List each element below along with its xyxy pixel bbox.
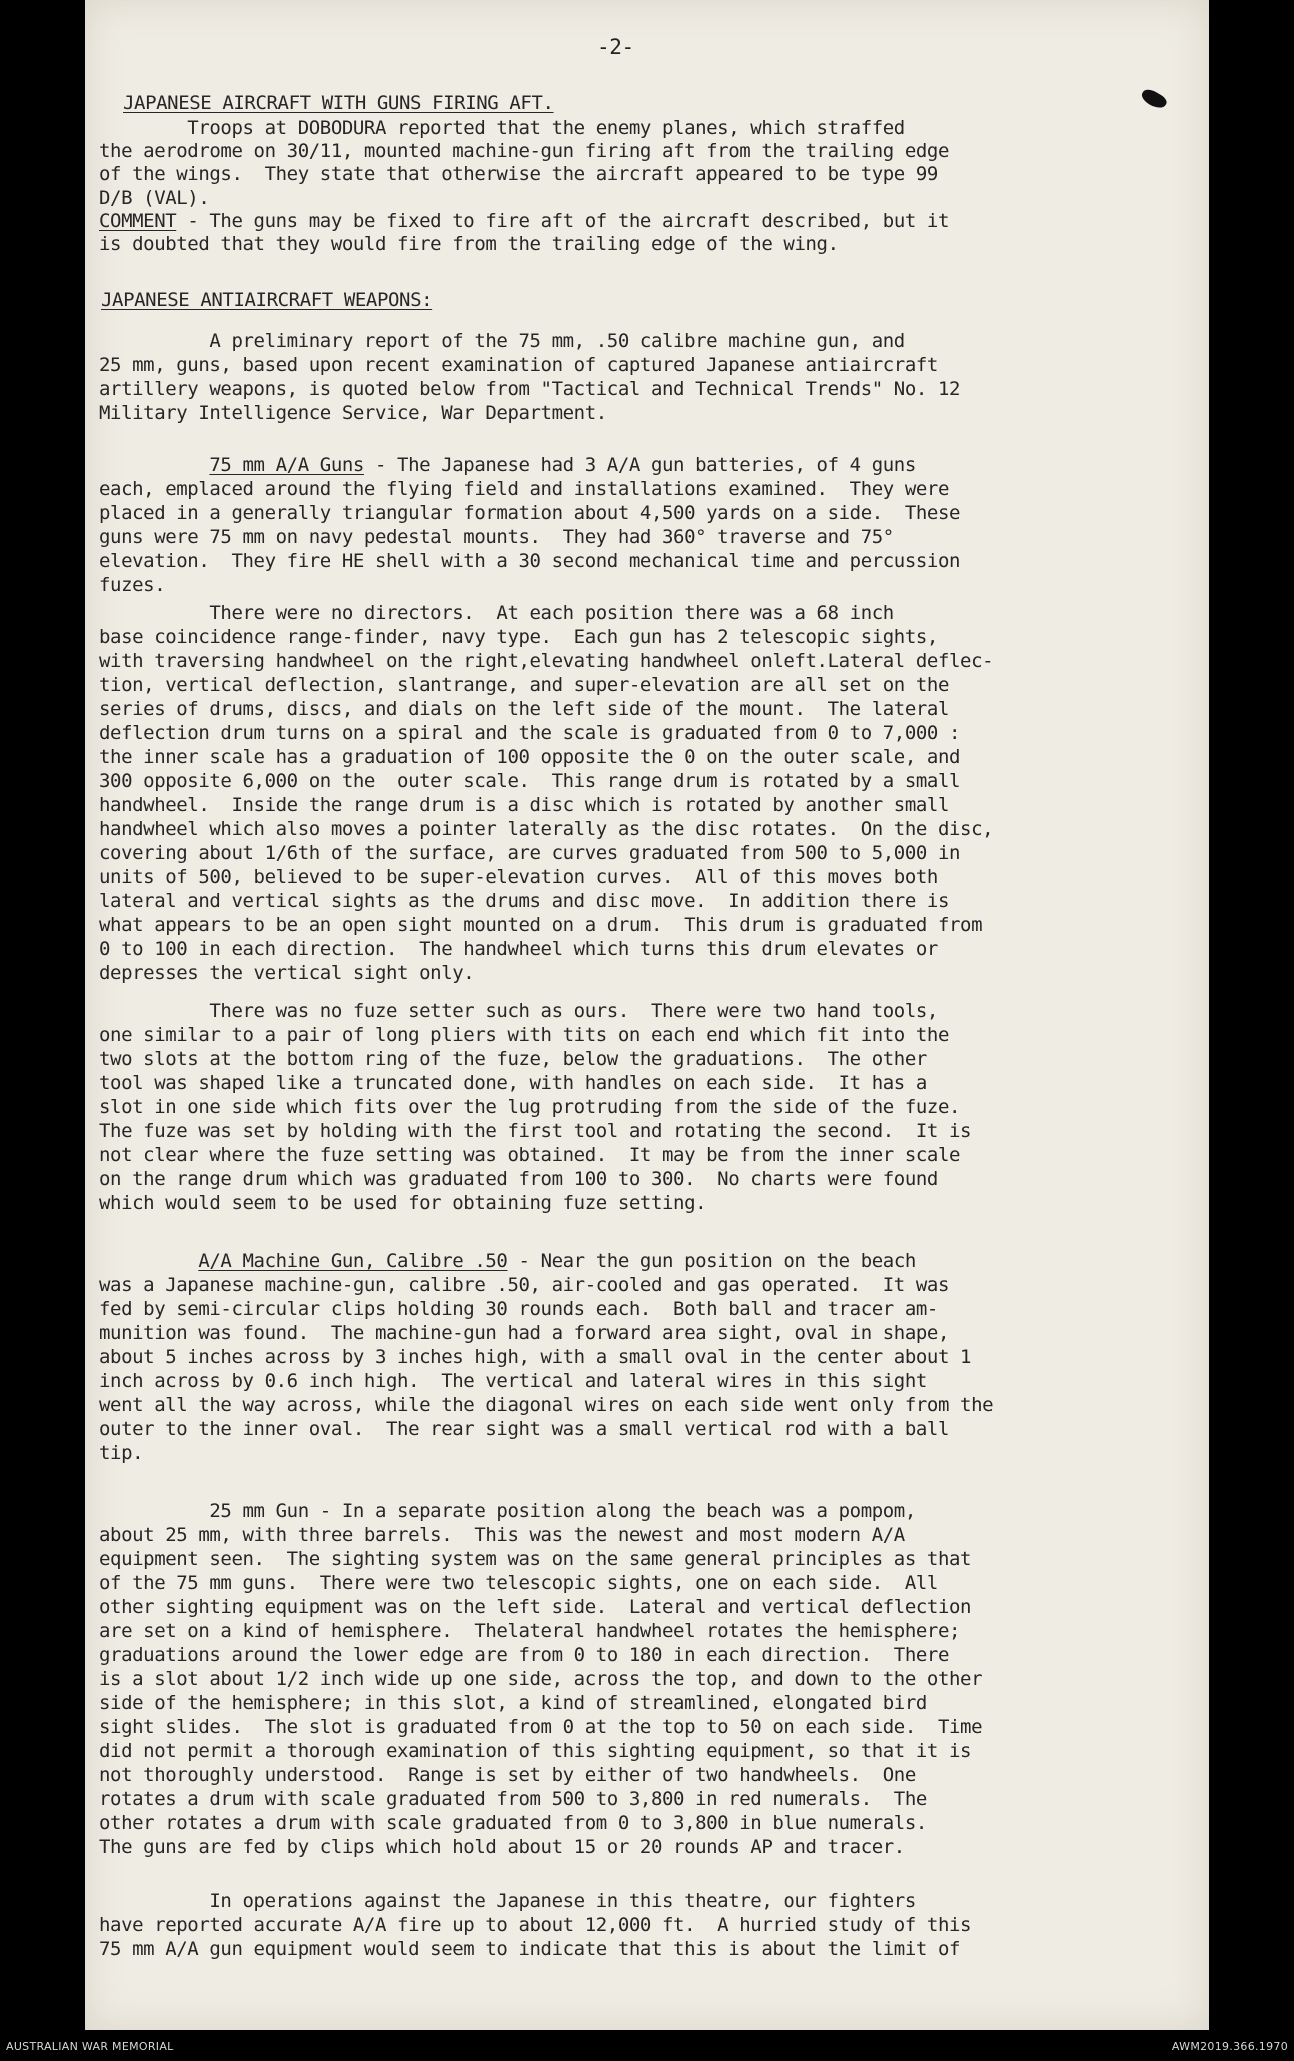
closing-line: In operations against the Japanese in this theatre, our fighters <box>99 1890 916 1912</box>
guns75-para2-line: what appears to be an open sight mounted on a drum. This drum is graduated from <box>99 914 983 936</box>
gun25-line: are set on a kind of hemisphere. Thelateral handwheel rotates the hemisphere; <box>99 1620 961 1642</box>
guns75-title: 75 mm A/A Guns <box>209 454 364 476</box>
guns75-para2-line: lateral and vertical sights as the drums and disc move. In addition there is <box>99 890 950 912</box>
mg50-line: went all the way across, while the diagonal wires on each side went only from the <box>99 1394 994 1416</box>
guns75-para2-line: covering about 1/6th of the surface, are curves graduated from 500 to 5,000 in <box>99 842 961 864</box>
guns75-para2-line: with traversing handwheel on the right,elevating handwheel onleft.Lateral deflec- <box>99 650 994 672</box>
document-page <box>85 0 1209 2030</box>
comment-text: - The guns may be fixed to fire aft of the aircraft described, but it <box>176 210 950 232</box>
guns75-para2-line: series of drums, discs, and dials on the left side of the mount. The lateral <box>99 698 950 720</box>
guns75-line: elevation. They fire HE shell with a 30 second mechanical time and percussion <box>99 550 961 572</box>
mg50-line: fed by semi-circular clips holding 30 rounds each. Both ball and tracer am- <box>99 1298 938 1320</box>
guns75-line: guns were 75 mm on navy pedestal mounts. They had 360° traverse and 75° <box>99 526 894 548</box>
gun25-line: The guns are fed by clips which hold about 15 or 20 rounds AP and tracer. <box>99 1836 905 1858</box>
comment-line <box>99 210 949 234</box>
mg50-line: outer to the inner oval. The rear sight was a small vertical rod with a ball <box>99 1418 950 1440</box>
footer-reference: AWM2019.366.1970 <box>1171 2040 1288 2053</box>
aircraft-line: D/B (VAL). <box>99 187 210 209</box>
gun25-line: is a slot about 1/2 inch wide up one side, across the top, and down to the other <box>99 1668 983 1690</box>
gun25-line: 25 mm Gun - In a separate position along the beach was a pompom, <box>99 1500 916 1522</box>
comment-line-2: is doubted that they would fire from the trailing edge of the wing. <box>99 233 839 255</box>
guns75-first-line <box>99 454 916 478</box>
guns75-para2-line: 300 opposite 6,000 on the outer scale. This range drum is rotated by a small <box>99 770 961 792</box>
gun25-line: about 25 mm, with three barrels. This was the newest and most modern A/A <box>99 1524 905 1546</box>
gun25-line: did not permit a thorough examination of this sighting equipment, so that it is <box>99 1740 972 1762</box>
mg50-line: munition was found. The machine-gun had a forward area sight, oval in shape, <box>99 1322 950 1344</box>
mg50-line: about 5 inches across by 3 inches high, with a small oval in the center about 1 <box>99 1346 972 1368</box>
guns75-para3-line: two slots at the bottom ring of the fuze, below the graduations. The other <box>99 1048 927 1070</box>
guns75-para2-line: tion, vertical deflection, slantrange, and super-elevation are all set on the <box>99 674 950 696</box>
guns75-para3-line: There was no fuze setter such as ours. There were two hand tools, <box>99 1000 938 1022</box>
guns75-para3-line: The fuze was set by holding with the first tool and rotating the second. It is <box>99 1120 972 1142</box>
guns75-para3-line: tool was shaped like a truncated done, with handles on each side. It has a <box>99 1072 927 1094</box>
gun25-line: equipment seen. The sighting system was on the same general principles as that <box>99 1548 972 1570</box>
gun25-line: sight slides. The slot is graduated from 0 at the top to 50 on each side. Time <box>99 1716 983 1738</box>
comment-label: COMMENT <box>99 210 177 232</box>
gun25-line: other rotates a drum with scale graduated from 0 to 3,800 in blue numerals. <box>99 1812 927 1834</box>
gun25-line: side of the hemisphere; in this slot, a kind of streamlined, elongated bird <box>99 1692 927 1714</box>
antiaircraft-line: artillery weapons, is quoted below from "Tactical and Technical Trends" No. 12 <box>99 378 961 400</box>
guns75-para2-line: deflection drum turns on a spiral and the scale is graduated from 0 to 7,000 : <box>99 722 961 744</box>
guns75-para3-line: which would seem to be used for obtaining fuze setting. <box>99 1192 707 1214</box>
guns75-para2-line: depresses the vertical sight only. <box>99 962 475 984</box>
closing-line: 75 mm A/A gun equipment would seem to indicate that this is about the limit of <box>99 1938 961 1960</box>
page-number: -2- <box>597 35 634 59</box>
section-heading-antiaircraft: JAPANESE ANTIAIRCRAFT WEAPONS: <box>101 289 433 311</box>
guns75-line: placed in a generally triangular formation about 4,500 yards on a side. These <box>99 502 961 524</box>
aircraft-line: the aerodrome on 30/11, mounted machine-gun firing aft from the trailing edge <box>99 140 950 162</box>
gun25-line: of the 75 mm guns. There were two telescopic sights, one on each side. All <box>99 1572 938 1594</box>
guns75-para3-line: slot in one side which fits over the lug protruding from the side of the fuze. <box>99 1096 961 1118</box>
mg50-line: inch across by 0.6 inch high. The vertical and lateral wires in this sight <box>99 1370 927 1392</box>
mg50-line: tip. <box>99 1442 144 1464</box>
mg50-first-rest: - Near the gun position on the beach <box>507 1250 916 1272</box>
aircraft-line: Troops at DOBODURA reported that the enemy planes, which straffed <box>99 117 905 139</box>
guns75-para2-line: handwheel which also moves a pointer laterally as the disc rotates. On the disc, <box>99 818 994 840</box>
guns75-line: each, emplaced around the flying field and installations examined. They were <box>99 478 950 500</box>
antiaircraft-line: 25 mm, guns, based upon recent examination of captured Japanese antiaircraft <box>99 354 938 376</box>
guns75-para3-line: on the range drum which was graduated from 100 to 300. No charts were found <box>99 1168 938 1190</box>
mg50-title: A/A Machine Gun, Calibre .50 <box>198 1250 508 1272</box>
aircraft-line: of the wings. They state that otherwise the aircraft appeared to be type 99 <box>99 163 938 185</box>
guns75-para2-line: the inner scale has a graduation of 100 opposite the 0 on the outer scale, and <box>99 746 961 768</box>
gun25-line: graduations around the lower edge are from 0 to 180 in each direction. There <box>99 1644 950 1666</box>
mg50-first-line <box>99 1250 916 1274</box>
guns75-para3-line: one similar to a pair of long pliers with tits on each end which fit into the <box>99 1024 950 1046</box>
guns75-para3-line: not clear where the fuze setting was obtained. It may be from the inner scale <box>99 1144 961 1166</box>
antiaircraft-line: Military Intelligence Service, War Department. <box>99 402 607 424</box>
footer-source: AUSTRALIAN WAR MEMORIAL <box>6 2040 174 2053</box>
mg50-line: was a Japanese machine-gun, calibre .50, air-cooled and gas operated. It was <box>99 1274 950 1296</box>
closing-line: have reported accurate A/A fire up to about 12,000 ft. A hurried study of this <box>99 1914 972 1936</box>
ink-smudge <box>1139 86 1169 111</box>
antiaircraft-line: A preliminary report of the 75 mm, .50 calibre machine gun, and <box>99 330 905 352</box>
guns75-para2-line: units of 500, believed to be super-elevation curves. All of this moves both <box>99 866 938 888</box>
guns75-para2-line: There were no directors. At each position there was a 68 inch <box>99 602 894 624</box>
gun25-line: other sighting equipment was on the left side. Lateral and vertical deflection <box>99 1596 972 1618</box>
guns75-para2-line: 0 to 100 in each direction. The handwheel which turns this drum elevates or <box>99 938 938 960</box>
guns75-line: fuzes. <box>99 574 166 596</box>
gun25-line: rotates a drum with scale graduated from 500 to 3,800 in red numerals. The <box>99 1788 927 1810</box>
guns75-para2-line: base coincidence range-finder, navy type. Each gun has 2 telescopic sights, <box>99 626 938 648</box>
guns75-first-rest: - The Japanese had 3 A/A gun batteries, of 4 guns <box>363 454 916 476</box>
guns75-para2-line: handwheel. Inside the range drum is a disc which is rotated by another small <box>99 794 950 816</box>
section-heading-aircraft: JAPANESE AIRCRAFT WITH GUNS FIRING AFT. <box>123 92 554 114</box>
gun25-line: not thoroughly understood. Range is set by either of two handwheels. One <box>99 1764 916 1786</box>
